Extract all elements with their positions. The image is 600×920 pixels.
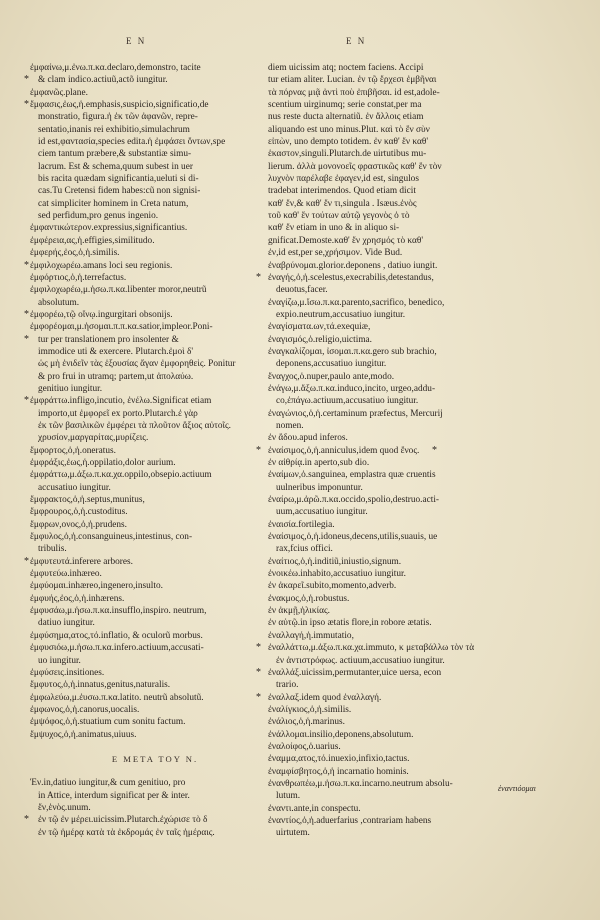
entry-text: ἐν ἄδου.apud inferos. — [268, 433, 348, 444]
entry-text: ἐναγκαλίζομαι, ἰσομαι.π.κα.gero sub brachio, — [268, 346, 437, 357]
entry-text: ἐν αἰθρίᾳ.in aperto,sub dio. — [268, 458, 370, 468]
entry-text: ἐναγίσματα.ων,τά.exequiæ, — [268, 322, 371, 333]
entry-text: id est,φαντασία,species edita.ἡ ἐμφάσει ὄντων,spe — [38, 137, 226, 148]
marginal-asterisk: * — [24, 555, 29, 567]
entry-line — [24, 222, 286, 234]
entry-line — [262, 321, 578, 333]
entry-text: καθ' ἕν etiam in uno & in aliquo si- — [268, 223, 400, 234]
entry-text: τοῦ καθ' ἕν τούτων αὐτῷ γεγονὸς ὁ τὸ — [268, 211, 410, 222]
entry-line — [24, 790, 286, 802]
entry-line — [262, 766, 578, 778]
entry-text: cat simpliciter hominem in Creta natum, — [38, 198, 189, 209]
entry-line — [24, 371, 286, 383]
entry-text: ἐμψόφος,ὁ,ἡ.stuatium cum sonitu factum. — [30, 717, 186, 728]
entry-text: ἐν ἀκαρεῖ.subito,momento,adverb. — [268, 581, 397, 592]
entry-line — [262, 161, 578, 173]
entry-text: ἐν αὐτῷ.in ipso ætatis flore,in robore ætatis. — [268, 618, 432, 629]
entry-line — [24, 494, 286, 506]
entry-line — [24, 642, 286, 654]
entry-line — [24, 62, 286, 74]
entry-line — [24, 198, 286, 210]
entry-line — [262, 580, 578, 592]
entry-line — [24, 605, 286, 617]
entry-line — [262, 803, 578, 815]
entry-text: καθ' ἕν,& καθ' ἕν τι,singula . Isæus.ἐνὸς — [268, 198, 417, 209]
entry-line — [262, 148, 578, 160]
entry-line — [24, 346, 286, 358]
entry-line — [24, 235, 286, 247]
marginal-asterisk: * — [256, 642, 261, 654]
entry-text: genitiuo iungitur. — [38, 383, 103, 394]
entry-text: ἐμφωλεύω,μ.ἐυσω.π.κα.latito. neutrũ absolutũ. — [30, 692, 204, 703]
entry-text: monstratio, figura.ἡ ἐκ τῶν ἀφανῶν, repre- — [38, 112, 198, 123]
entry-line — [24, 247, 286, 259]
entry-line — [24, 802, 286, 814]
entry-line — [24, 297, 286, 309]
entry-line — [262, 568, 578, 580]
entry-text: εἰπὼν, uno demptο totidem. ἐν καθ' ἕν καθ' — [268, 137, 428, 148]
entry-line — [24, 580, 286, 592]
entry-line — [262, 358, 578, 370]
entry-text: ἐναγίζω,μ.ἴσω.π.κα.parento,sacrifico, benedico, — [268, 297, 445, 308]
entry-text: ἔμφρουρος,ὁ,ἡ.custoditus. — [30, 507, 128, 518]
entry-text: ἐναγής,ὁ,ἡ.scelestus,execrabilis,detestandus, — [268, 272, 434, 283]
entry-line — [262, 741, 578, 753]
entry-text: tribulis. — [38, 544, 67, 555]
entry-text: ἐμφυσιόω,μ.ἡσω.π.κα.infero.actiuum,accusati- — [30, 643, 204, 654]
entry-line — [262, 482, 578, 494]
entry-text: ἐμφράττω,μ.ἀξω.π.κα.χα.oppilo,obsepio.actiuum — [30, 470, 212, 481]
marginal-asterisk: * — [24, 814, 29, 826]
entry-text: ἐναλίγκιος,ὁ,ἡ.similis. — [268, 704, 352, 715]
entry-text: ἐναλοίφος,ὁ.uarius. — [268, 741, 341, 752]
entry-line — [262, 617, 578, 629]
entry-line — [262, 506, 578, 518]
entry-text: ἐμφιλοχωρέω.amans loci seu regionis. — [30, 260, 173, 271]
marginal-asterisk: * — [256, 271, 261, 283]
entry-line — [262, 309, 578, 321]
entry-line — [24, 284, 286, 296]
entry-text: ἐνακμος,ὁ,ἡ.robustus. — [268, 593, 350, 604]
entry-text: ὡς μὴ ἐνιδεῖν τὰς ἑξουσίας ἄγαν ἐμφορηθεὶς. Ponitur — [38, 359, 236, 370]
entry-text: scentium uirginumq; serie constat,per ma — [268, 100, 422, 111]
entry-text: co,ἐπάγω.actiuum,accusatiuo iungitur. — [276, 396, 419, 407]
entry-text: absolutum. — [38, 297, 80, 308]
marginal-asterisk: * — [24, 99, 29, 111]
entry-text: & pro frui in utramq; partem,ut ἀπολαύω. — [38, 371, 194, 382]
entry-line — [262, 605, 578, 617]
entry-line — [262, 247, 578, 259]
entry-text: ἐναγώνιος,ὁ,ἡ.certaminum præfectus, Mercurij — [268, 408, 443, 419]
entry-text: ἐναλλάξ.uicissim,permutanter,uice uersa, econ — [268, 667, 442, 678]
entry-text: expio.neutrum,accusatiuo iungitur. — [276, 309, 406, 320]
entry-line — [262, 222, 578, 234]
entry-text: ἑκαστον,singuli.Plutarch.de uirtutibus mu- — [268, 149, 427, 160]
entry-text: uirtutem. — [276, 828, 310, 839]
entry-text: ἐμφύομαι.inhæreo,ingenero,insulto. — [30, 581, 163, 592]
entry-text: ἐμφράξις,ἐως,ἡ.oppilatio,dolor aurium. — [30, 458, 176, 468]
entry-line — [24, 716, 286, 728]
spacer — [24, 765, 286, 777]
entry-text: ἔμφασις,ἐως,ἡ.emphasis,suspicio,significatio,de — [30, 100, 209, 111]
entry-text: & clam indico.actiuũ,actõ iungitur. — [38, 75, 168, 86]
entry-text: ἐκ τῶν βασιλικῶν ἐμφέρει τὰ πλοῦτον ἄξιος αὐτοῖς. — [38, 420, 231, 431]
entry-line — [262, 543, 578, 555]
entry-text: sentatio,inanis rei exhibitio,simulachrum — [38, 124, 190, 135]
entry-line — [24, 556, 286, 568]
entry-text: ἐναβρύνομαι.glorior.deponens , datiuo iungit. — [268, 260, 438, 271]
entry-line — [262, 679, 578, 691]
entry-text: lacrum. Est & schema,quum subest in uer — [38, 161, 193, 172]
entry-text: uum,accusatiuo iungitur. — [276, 507, 368, 518]
marginal-asterisk: * — [256, 444, 261, 456]
entry-line — [262, 630, 578, 642]
entry-text: aliquando est uno minus.Plut. καὶ τὸ ἕν σὺν — [268, 124, 430, 135]
entry-text: ἐνάγω,μ.ἄξω.π.κα.induco,incito, urgeo,addu- — [268, 383, 436, 394]
entry-line — [262, 284, 578, 296]
entry-line — [262, 729, 578, 741]
entry-text: ciem tantum præbere,& substantiæ simu- — [38, 149, 192, 160]
entry-text: gnificat.Demoste.καθ' ἕν χρησμός τὸ καθ' — [268, 235, 424, 246]
entry-line — [24, 420, 286, 432]
marginal-asterisk: * — [24, 333, 29, 345]
section-heading: E META TOY N. — [111, 753, 199, 764]
right-column — [256, 62, 578, 840]
entry-line — [262, 753, 578, 765]
entry-line — [24, 704, 286, 716]
entry-line — [24, 519, 286, 531]
entry-line — [262, 704, 578, 716]
entry-line — [24, 161, 286, 173]
entry-line — [24, 383, 286, 395]
entry-text: in Attice, interdum significat per & inter. — [38, 790, 190, 801]
entry-line — [262, 432, 578, 444]
entry-line — [256, 691, 578, 704]
entry-line — [24, 408, 286, 420]
entry-text: lierum. ἀλλὰ μονονοεῖς φραστικῶς καθ' ἕν τὸν — [268, 161, 442, 172]
entry-line — [256, 666, 578, 679]
entry-text: trario. — [276, 680, 299, 691]
entry-text: ἔναγχος,ὁ.nuper,paulo ante,modo. — [268, 371, 395, 382]
entry-line — [262, 716, 578, 728]
entry-line — [262, 383, 578, 395]
marginal-asterisk: * — [24, 395, 29, 407]
entry-text: ἐναμμα,ατος,τό.inuexio,infixio,tactus. — [268, 754, 410, 765]
entry-text: sed perfidum,pro genus ingenio. — [38, 211, 159, 222]
entry-line — [24, 469, 286, 481]
entry-line — [262, 420, 578, 432]
entry-line — [24, 74, 286, 86]
entry-line — [262, 827, 578, 839]
entry-text: ἐναίσιμος,ὁ,ἡ.anniculus,idem quod ἔνος. — [268, 445, 420, 456]
entry-text: ἔμφρων,ονος,ὁ,ἡ.prudens. — [30, 519, 127, 530]
entry-line — [24, 568, 286, 580]
entry-text: ἐναγισμός,ὁ.religio,uictima. — [268, 334, 373, 345]
marginal-asterisk: * — [24, 74, 29, 86]
entry-line — [262, 655, 578, 667]
entry-line — [24, 309, 286, 321]
entry-text: uo iungitur. — [38, 655, 81, 666]
entry-line — [24, 334, 286, 346]
entry-line — [262, 74, 578, 86]
entry-line — [262, 334, 578, 346]
entry-text: ἐμφαντικώτερον.expressius,significantius. — [30, 223, 188, 234]
entry-line — [24, 395, 286, 407]
marginal-asterisk: * — [256, 691, 261, 703]
entry-text: nus reste ducta alternatiũ. ἐν ἄλλοις etiam — [268, 112, 424, 123]
entry-text: ἔμφυλος,ὁ,ἡ.consanguineus,intestinus, con- — [30, 532, 193, 543]
entry-line — [24, 617, 286, 629]
entry-text: ἐμφυτευτά.inferere arbores. — [30, 556, 133, 567]
left-column — [24, 62, 286, 839]
entry-line — [262, 519, 578, 531]
entry-text: rax,fcius offici. — [276, 544, 333, 555]
entry-text: ἐμφιλοχωρέω,μ.ἡσω.π.κα.libenter moror,neutrũ — [30, 285, 207, 296]
entry-text: ἐμφανῶς.plane. — [30, 87, 88, 98]
entry-text: ἐνάλιος,ὁ,ἡ.marinus. — [268, 717, 345, 728]
entry-line — [24, 655, 286, 667]
entry-text: ἐναμφίσβητος,ὁ,ἡ incarnatio hominis. — [268, 766, 409, 777]
entry-line — [24, 99, 286, 111]
entry-line — [24, 814, 286, 826]
entry-text: deponens,accusatiuo iungitur. — [276, 359, 387, 370]
entry-line — [24, 185, 286, 197]
entry-text: lutum. — [276, 791, 301, 802]
entry-line — [262, 111, 578, 123]
entry-line — [262, 395, 578, 407]
entry-line — [262, 235, 578, 247]
entry-text: ἐναλλαξ.idem quod ἐναλλαγή. — [268, 692, 382, 703]
entry-line — [24, 543, 286, 555]
entry-line — [24, 272, 286, 284]
entry-text: cas.Tu Cretensi fidem habes:cũ non signisi- — [38, 186, 201, 197]
entry-line — [262, 99, 578, 111]
entry-line — [24, 260, 286, 272]
entry-line — [24, 210, 286, 222]
entry-line — [262, 371, 578, 383]
entry-text: ἐναίμων,ὁ.sanguinea, emplastra quæ cruentis — [268, 470, 436, 481]
entry-text: ἐν,id est,per se,χρήσιμον. Vide Bud. — [268, 248, 403, 259]
entry-line — [262, 494, 578, 506]
entry-line — [24, 136, 286, 148]
running-head-left: E N — [126, 36, 147, 46]
entry-text: tur etiam aliter. Lucian. ἐν τῷ ἔρχεσι ἐμβῆναι — [268, 75, 437, 86]
entry-line — [262, 87, 578, 99]
entry-text: ἐμφράττω.infligo,incutio, ἐνέλω.Significat etiam — [30, 396, 212, 407]
entry-text: ἐν τῷ ἐν μέρει.uicissim.Plutarch.ἐχώρισε τὸ δ — [38, 815, 208, 826]
entry-text: ἐμφυής,ἐος,ὁ,ἡ.inhærens. — [30, 593, 125, 604]
entry-text: χρυσίον,μαργαρίτας,μυρίζεις. — [38, 433, 149, 444]
entry-line — [24, 679, 286, 691]
entry-text: nomen. — [276, 420, 304, 431]
entry-line — [24, 692, 286, 704]
entry-text: ἐν ἀκμῇ,ἡλικίας. — [268, 606, 330, 617]
entry-text: ἐμφόρτιος,ὁ,ἡ.terrefactus. — [30, 272, 127, 283]
entry-line — [24, 531, 286, 543]
entry-line — [262, 408, 578, 420]
entry-line — [262, 173, 578, 185]
entry-text: ἐμφαίνω,μ.ἐνω.π.κα.declaro,demonstro, tacite — [30, 63, 201, 73]
entry-line — [256, 271, 578, 284]
entry-line — [262, 185, 578, 197]
entry-text: ἐναισία.fortilegia. — [268, 519, 335, 530]
entry-text: ἐναίσιμος,ὁ,ἡ.idoneus,decens,utilis,suauis, ue — [268, 532, 438, 543]
entry-text: ἐναντι.ante,in conspectu. — [268, 803, 361, 814]
entry-text: ἐνανθρωπέω,μ.ἡσω.π.κα.incarno.neutrum absolu- — [268, 778, 453, 789]
entry-text: tradebat interimendos. Quod etiam dicit — [268, 186, 416, 197]
entry-text: ἐμφυτεύω.inhæreo. — [30, 569, 102, 580]
entry-text: ἔμφυτος,ὁ,ἡ.innatus,genitus,naturalis. — [30, 680, 171, 691]
entry-text: ἔμψυχος,ὁ,ἡ.animatus,uiuus. — [30, 729, 137, 740]
entry-text: ἐμφέρεια,ας,ἡ.effigies,similitudo. — [30, 235, 155, 246]
entry-line — [24, 667, 286, 679]
entry-line — [256, 444, 578, 457]
entry-line — [262, 457, 578, 469]
entry-text: τὰ πόρνας μιᾷ ἀντὶ ποὺ ἐπιβῆσαι. id est,adole- — [268, 87, 440, 98]
entry-text: ἐναντίος,ὁ,ἡ.aduerfarius ,contrariam habens — [268, 815, 432, 826]
entry-line — [24, 111, 286, 123]
entry-text: Ἐν.in,datiuo iungitur,& cum genitiuo, pro — [30, 778, 186, 789]
entry-line — [262, 210, 578, 222]
entry-line — [262, 346, 578, 358]
entry-line — [262, 62, 578, 74]
entry-text: immodice uti & exercere. Plutarch.ἐμοὶ δ' — [38, 346, 194, 357]
catchword: ἐναντιόομαι — [498, 784, 536, 793]
entry-text: ἐμφορέω,τῷ οἴνῳ.ingurgitari obsonijs. — [30, 309, 173, 320]
entry-text: accusatiuo iungitur. — [38, 482, 111, 493]
entry-line — [24, 506, 286, 518]
entry-text: deuotus,facer. — [276, 285, 328, 296]
entry-text: ἐμφύσημα,ατος,τό.inflatio, & oculorũ morbus. — [30, 630, 203, 641]
entry-line — [24, 827, 286, 839]
entry-line — [24, 148, 286, 160]
entry-line — [262, 260, 578, 272]
entry-line — [24, 432, 286, 444]
entry-text: ἐμφερής,ἐος,ὁ,ἡ.similis. — [30, 248, 120, 259]
marginal-asterisk: * — [432, 444, 437, 456]
entry-text: ἐναλλάττω,μ.ἀξω.π.κα.χα.immuto, κ μεταβάλλω τὸν τὰ — [268, 643, 475, 654]
entry-line — [24, 321, 286, 333]
entry-text: ἐνοικέω.inhabito,accusatiuo iungitur. — [268, 569, 406, 580]
entry-line — [24, 777, 286, 789]
entry-line — [24, 482, 286, 494]
entry-line — [24, 729, 286, 741]
marginal-asterisk: * — [24, 259, 29, 271]
entry-text: ἐμφυσάω,μ.ἡσω.π.κα.insufflo,inspiro. neutrum, — [30, 606, 207, 617]
entry-text: ἕν,ἑνὸς.unum. — [38, 802, 91, 813]
entry-text: diem uicissim atq; noctem faciens. Accipi — [268, 63, 424, 73]
entry-text: ἐμφορέομαι,μ.ἡσομαι.π.π.κα.satior,impleor.Poni- — [30, 322, 213, 333]
entry-text: ἐναίρω,μ.ἀρῶ.π.κα.occido,spolio,destruo.acti- — [268, 495, 440, 506]
entry-line — [262, 593, 578, 605]
entry-text: ἐμφύσεις.insitiones. — [30, 667, 105, 678]
entry-line — [24, 173, 286, 185]
entry-text: ἐμφωνος,ὁ,ἡ.canorus,uocalis. — [30, 704, 140, 715]
entry-line — [262, 136, 578, 148]
entry-text: importo,ut ἐμφορεῖ ex porto.Plutarch.ἐ γὰρ — [38, 408, 198, 419]
marginal-asterisk: * — [256, 666, 261, 678]
entry-line — [262, 815, 578, 827]
entry-text: ἔμφορτος,ὁ,ἡ.oneratus. — [30, 445, 116, 456]
entry-line — [262, 531, 578, 543]
entry-text: tur per translationem pro insolenter & — [38, 334, 179, 345]
entry-line — [24, 457, 286, 469]
running-head-right: E N — [346, 36, 367, 46]
entry-line — [262, 124, 578, 136]
entry-line — [256, 642, 578, 654]
entry-text: bis racita quædam significantia,ueluti si di- — [38, 174, 199, 185]
entry-text: ἐν τῷ ἡμέρᾳ κατὰ τὰ ἐκδρομάς ἐν ταῖς ἡμέραις. — [38, 827, 215, 838]
entry-line — [262, 198, 578, 210]
entry-text: uulneribus imponuntur. — [276, 482, 363, 493]
spacer — [24, 741, 286, 753]
entry-line — [262, 297, 578, 309]
entry-text: ἔμφρακτος,ὁ,ἡ.septus,munitus, — [30, 495, 145, 506]
entry-text: ἐν ἀντιστρόφως. actiuum,accusatiuo iungitur. — [276, 655, 445, 666]
entry-text: ἐναίτιος,ὁ,ἡ.inditiũ,iniustio,signum. — [268, 556, 402, 567]
entry-line — [24, 445, 286, 457]
entry-line — [24, 593, 286, 605]
entry-line — [262, 469, 578, 481]
entry-line — [24, 358, 286, 370]
entry-text: ἐνάλλομαι.insilio,deponens,absolutum. — [268, 729, 414, 740]
entry-text: ἐναλλαγή,ἡ.immutatio, — [268, 630, 354, 641]
entry-line — [24, 87, 286, 99]
entry-text: λυχνὸν παρέλαβε ἐφαγεν,id est, singulos — [268, 174, 419, 185]
entry-line — [24, 630, 286, 642]
entry-text: datiuo iungitur. — [38, 618, 95, 629]
entry-line — [262, 556, 578, 568]
entry-line — [24, 124, 286, 136]
marginal-asterisk: * — [24, 308, 29, 320]
